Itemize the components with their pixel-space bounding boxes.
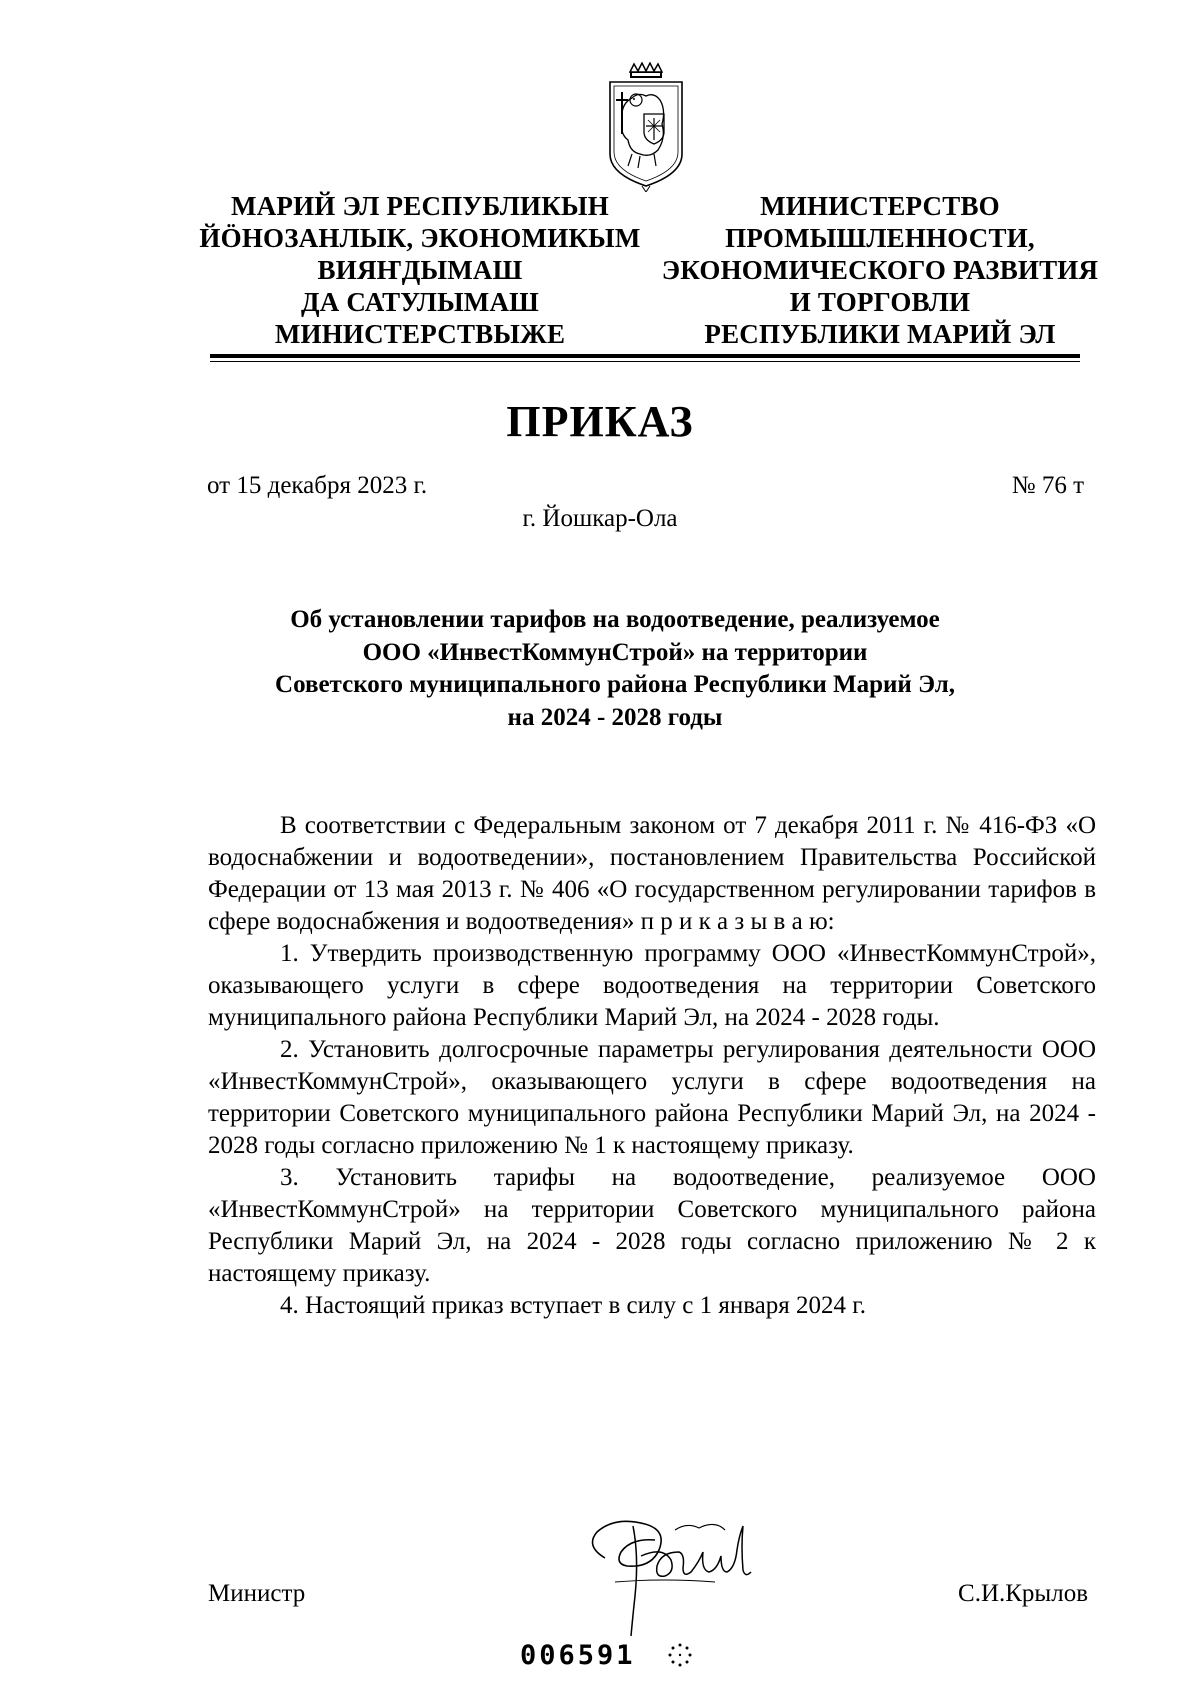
header-right-line: РЕСПУБЛИКИ МАРИЙ ЭЛ — [704, 319, 1056, 349]
document-title — [200, 604, 1030, 734]
stamp-mark-icon — [666, 1641, 694, 1669]
document-title-line: Советского муниципального района Республики Марий Эл, — [275, 671, 955, 698]
header-left-line: ЙӦНОЗАНЛЫК, ЭКОНОМИКЫМ — [199, 223, 641, 253]
header-ministry-russian — [660, 190, 1100, 350]
header-right-line: ЭКОНОМИЧЕСКОГО РАЗВИТИЯ — [661, 255, 1099, 285]
body-item-4: 4. Настоящий приказ вступает в силу с 1 января 2024 г. — [280, 1292, 866, 1319]
document-title-line: ООО «ИнвестКоммунСтрой» на территории — [362, 638, 868, 666]
coat-of-arms-icon — [604, 62, 688, 192]
header-ministry-mari — [190, 190, 650, 350]
body-item-1: 1. Утвердить производственную программу ООО «ИнвестКоммунСтрой», оказывающего услуги в сфере водоотведения на территории Советского муниципального района Республики Марий Эл, на 2024 - 2028 годы. — [208, 940, 1096, 1031]
document-type-heading: ПРИКАЗ — [506, 397, 694, 446]
header-divider-thick — [210, 354, 1080, 358]
document-number: № 76 т — [1011, 472, 1084, 499]
signer-position: Министр — [208, 1580, 306, 1607]
document-title-line: на 2024 - 2028 годы — [507, 703, 723, 731]
document-title-line: Об установлении тарифов на водоотведение, реализуемое — [290, 606, 940, 633]
body-item-3: 3. Установить тарифы на водоотведение, реализуемое ООО «ИнвестКоммунСтрой» на территории Советского муниципального района Республики Марий Эл, на 2024 - 2028 годы согласно приложению № 2 к настоящему приказу. — [208, 1164, 1096, 1287]
document-date: от 15 декабря 2023 г. — [207, 472, 428, 499]
signer-name: С.И.Крылов — [958, 1580, 1088, 1607]
header-left-line: МИНИСТЕРСТВЫЖЕ — [274, 319, 566, 349]
header-left-line: ВИЯҤДЫМАШ — [317, 255, 523, 285]
document-city: г. Йошкар-Ола — [522, 505, 678, 532]
header-divider-thin — [210, 361, 1080, 362]
document-serial-number: 006591 — [520, 1640, 636, 1671]
header-left-line: МАРИЙ ЭЛ РЕСПУБЛИКЫН — [231, 191, 609, 221]
body-preamble: В соответствии с Федеральным законом от 7 декабря 2011 г. № 416-ФЗ «О водоснабжении и водоотведении», постановлением Правительства Российской Федерации от 13 мая 2013 г. № 406 «О государственном регулировании тарифов в сфере водоснабжения и водоотведения» п р и к а з ы в а ю: — [208, 812, 1096, 935]
header-right-line: ПРОМЫШЛЕННОСТИ, — [725, 223, 1035, 253]
header-right-line: И ТОРГОВЛИ — [789, 287, 971, 317]
body-item-2: 2. Установить долгосрочные параметры регулирования деятельности ООО «ИнвестКоммунСтрой», оказывающего услуги в сфере водоотведения на территории Советского муниципального района Республики Марий Эл, на 2024 - 2028 годы согласно приложению № 1 к настоящему приказу. — [208, 1036, 1096, 1159]
header-left-line: ДА САТУЛЫМАШ — [300, 287, 540, 317]
document-body — [208, 810, 1096, 1322]
header-right-line: МИНИСТЕРСТВО — [760, 191, 1000, 221]
handwritten-signature — [575, 1486, 775, 1646]
